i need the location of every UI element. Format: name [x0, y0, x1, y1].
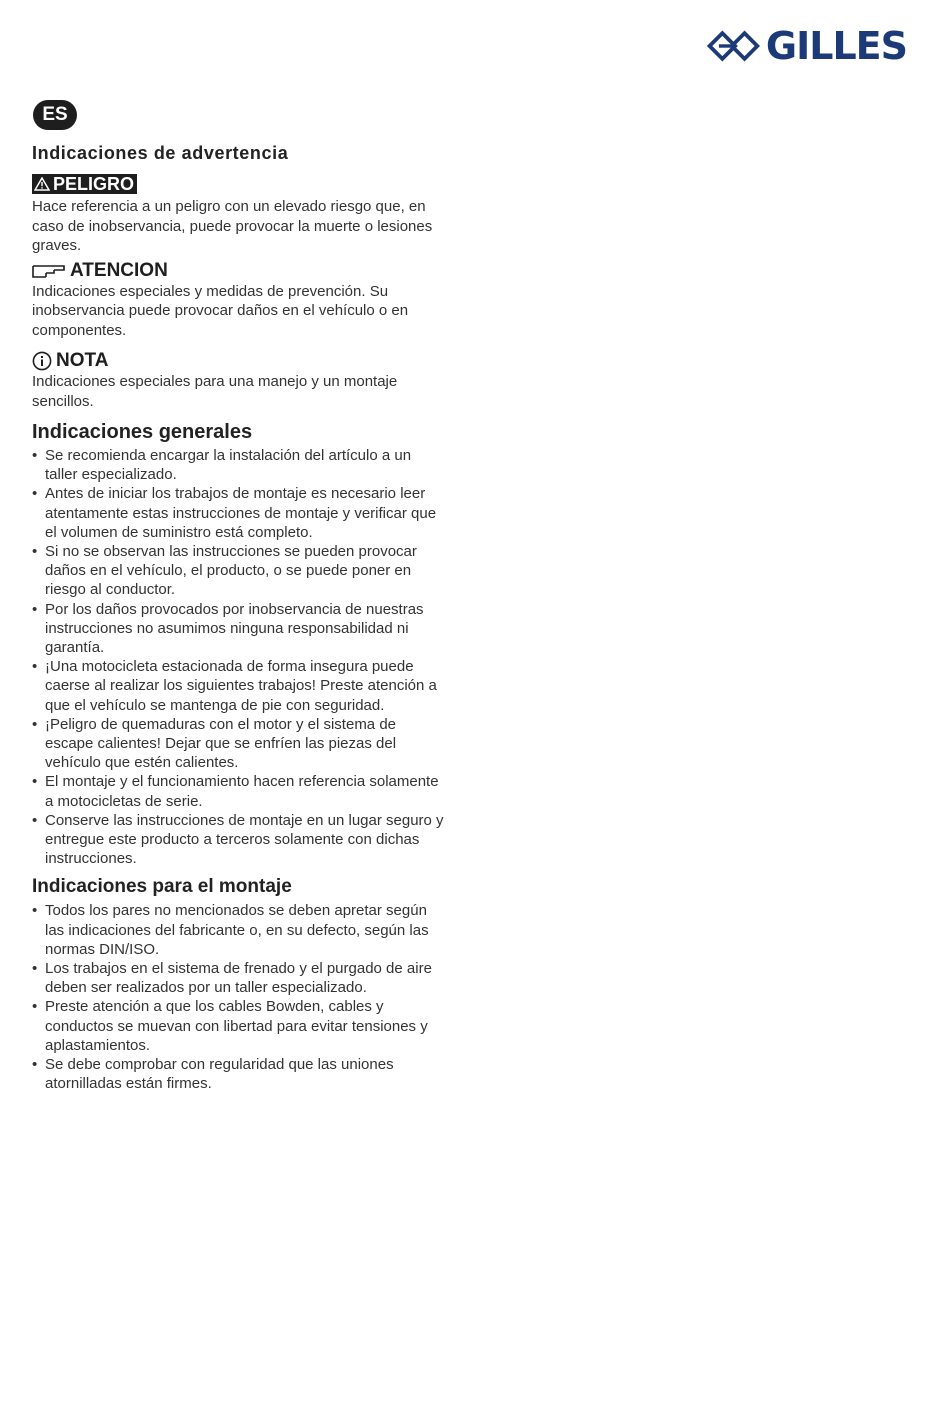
- note-label-text: NOTA: [56, 350, 109, 371]
- list-item: • Por los daños provocados por inobservancia de nuestras instrucciones no asumimos ninguna responsabilidad ni garantía.: [32, 600, 444, 658]
- list-item: • Antes de iniciar los trabajos de montaje es necesario leer atentamente estas instrucciones de montaje y verificar que el volumen de suministro está completo.: [32, 484, 444, 542]
- list-item: • Se debe comprobar con regularidad que las uniones atornilladas están firmes.: [32, 1055, 444, 1093]
- pointing-hand-icon: [32, 262, 66, 280]
- brand-logo: [707, 24, 907, 68]
- mounting-list: [32, 901, 444, 1093]
- list-item: • El montaje y el funcionamiento hacen referencia solamente a motocicletas de serie.: [32, 772, 444, 810]
- list-item: • Preste atención a que los cables Bowden, cables y conductos se muevan con libertad para evitar tensiones y aplastamientos.: [32, 997, 444, 1055]
- list-item: • Los trabajos en el sistema de frenado y el purgado de aire deben ser realizados por un taller especializado.: [32, 959, 444, 997]
- attention-label: [32, 260, 444, 282]
- warning-triangle-icon: [34, 177, 50, 191]
- list-item: • Si no se observan las instrucciones se pueden provocar daños en el vehículo, el producto, o se puede poner en riesgo al conductor.: [32, 542, 444, 600]
- info-icon: [32, 351, 52, 371]
- list-item: • Se recomienda encargar la instalación del artículo a un taller especializado.: [32, 446, 444, 484]
- list-item: • Todos los pares no mencionados se deben apretar según las indicaciones del fabricante o, en su defecto, según las normas DIN/ISO.: [32, 901, 444, 959]
- content-column: [32, 100, 444, 1094]
- danger-label-text: PELIGRO: [53, 174, 135, 194]
- attention-text: Indicaciones especiales y medidas de prevención. Su inobservancia puede provocar daños en el vehículo o en componentes.: [32, 282, 409, 339]
- brand-name: GILLES: [765, 24, 907, 68]
- language-badge: ES: [33, 100, 77, 130]
- attention-label-text: ATENCION: [70, 259, 168, 281]
- list-item: • ¡Una motocicleta estacionada de forma insegura puede caerse al realizar los siguientes trabajos! Preste atención a que el vehículo se mantenga de pie con seguridad.: [32, 657, 444, 715]
- danger-text: Hace referencia a un peligro con un elevado riesgo que, en caso de inobservancia, puede provocar la muerte o lesiones graves.: [32, 198, 433, 254]
- warnings-heading: Indicaciones de advertencia: [32, 143, 289, 163]
- list-item: • Conserve las instrucciones de montaje en un lugar seguro y entregue este producto a terceros solamente con dichas instrucciones.: [32, 811, 444, 869]
- note-text: Indicaciones especiales para una manejo y un montaje sencillos.: [32, 373, 398, 410]
- gilles-emblem-icon: [707, 26, 760, 66]
- general-heading: Indicaciones generales: [32, 421, 253, 443]
- mounting-heading: Indicaciones para el montaje: [32, 876, 292, 898]
- note-label: [32, 350, 444, 372]
- list-item: • ¡Peligro de quemaduras con el motor y el sistema de escape calientes! Dejar que se enfríen las piezas del vehículo que estén calientes.: [32, 715, 444, 773]
- danger-label: [32, 174, 137, 194]
- general-list: [32, 446, 444, 868]
